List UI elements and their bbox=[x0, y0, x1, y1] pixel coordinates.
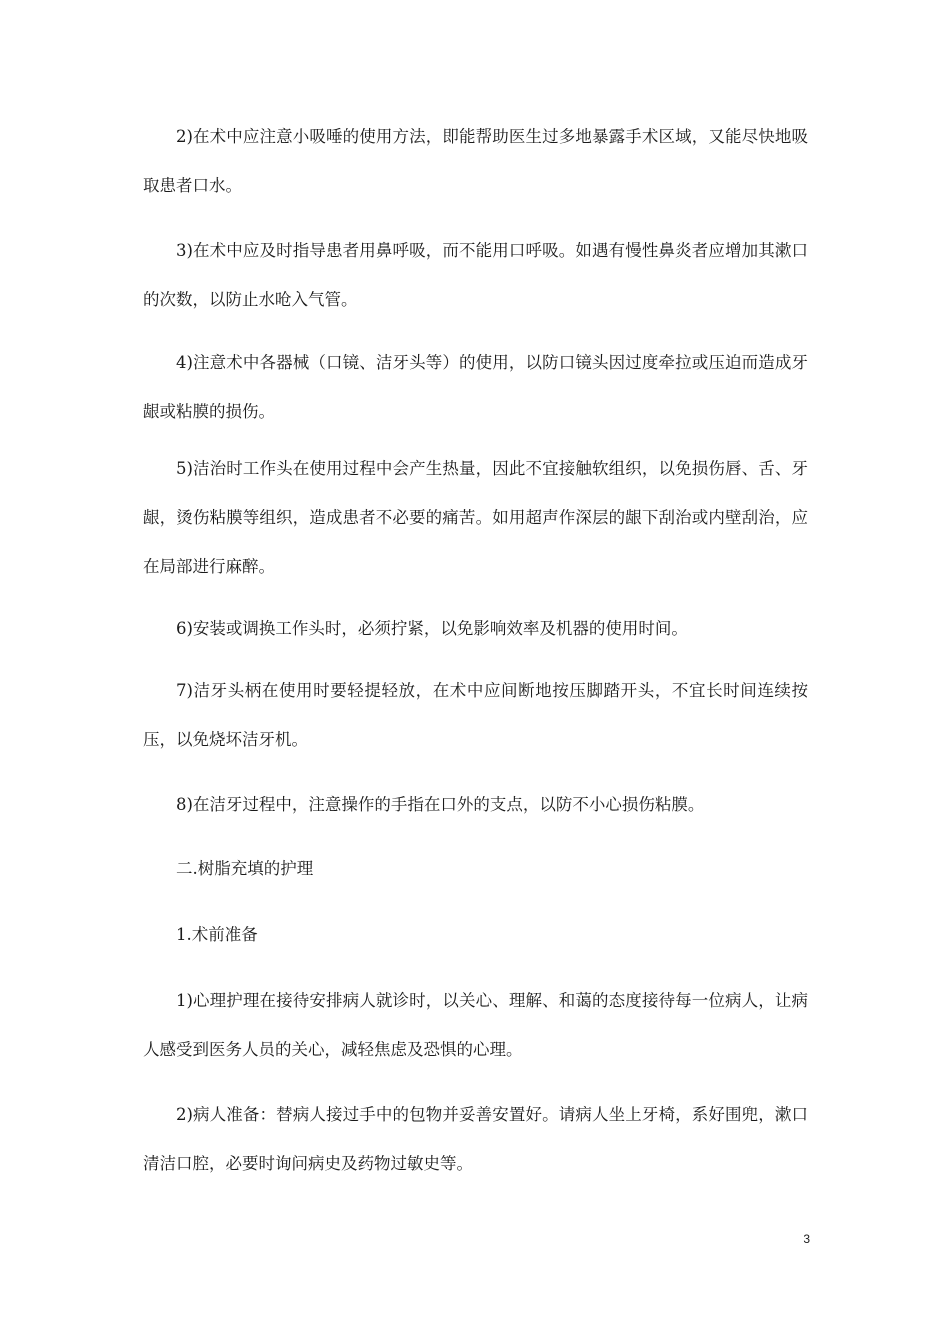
paragraph-psychological-care: 1)心理护理在接待安排病人就诊时，以关心、理解、和蔼的态度接待每一位病人，让病人感受到医务人员的关心，减轻焦虑及恐惧的心理。 bbox=[143, 991, 808, 1059]
page-number: 3 bbox=[803, 1232, 810, 1246]
paragraph-tip-installation: 6)安装或调换工作头时，必须拧紧，以免影响效率及机器的使用时间。 bbox=[176, 619, 688, 638]
section-heading: 二.树脂充填的护理 bbox=[176, 859, 314, 878]
paragraph-finger-rest: 8)在洁牙过程中，注意操作的手指在口外的支点，以防不小心损伤粘膜。 bbox=[176, 795, 705, 814]
paragraph-heat-caution: 5)洁治时工作头在使用过程中会产生热量，因此不宜接触软组织，以免损伤唇、舌、牙龈，烫伤粘膜等组织，造成患者不必要的痛苦。如用超声作深层的龈下刮治或内壁刮治，应在局部进行麻醉。 bbox=[143, 459, 808, 576]
paragraph-suction-usage: 2)在术中应注意小吸唾的使用方法，即能帮助医生过多地暴露手术区域，又能尽快地吸取患者口水。 bbox=[143, 127, 808, 195]
subsection-heading: 1.术前准备 bbox=[176, 925, 258, 944]
paragraph-nasal-breathing: 3)在术中应及时指导患者用鼻呼吸，而不能用口呼吸。如遇有慢性鼻炎者应增加其漱口的次数，以防止水呛入气管。 bbox=[143, 241, 808, 309]
paragraph-instrument-usage: 4)注意术中各器械（口镜、洁牙头等）的使用，以防口镜头因过度牵拉或压迫而造成牙龈或粘膜的损伤。 bbox=[143, 353, 808, 421]
paragraph-handpiece-care: 7)洁牙头柄在使用时要轻提轻放，在术中应间断地按压脚踏开头，不宜长时间连续按压，以免烧坏洁牙机。 bbox=[143, 681, 808, 749]
paragraph-patient-preparation: 2)病人准备：替病人接过手中的包物并妥善安置好。请病人坐上牙椅，系好围兜，漱口清洁口腔，必要时询问病史及药物过敏史等。 bbox=[143, 1105, 808, 1173]
